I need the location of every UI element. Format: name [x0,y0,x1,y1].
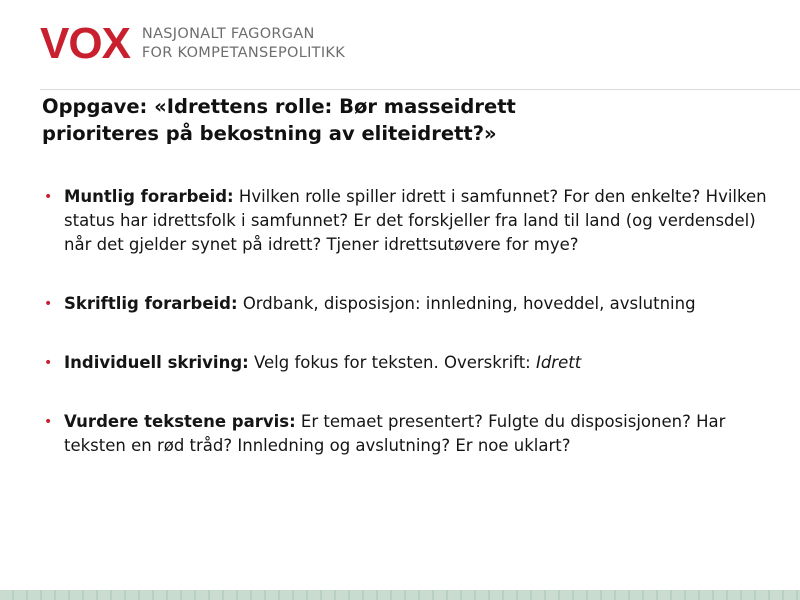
logo-mark: VOX [40,19,130,68]
item-text: Hvilken rolle spiller idrett i samfunnet? For den enkelte? Hvilken status har idrettsfolk i samfunnet? Er det forskjeller fra land til land (og verdensdel) når det gjelder synet på idrett? Tjener idrettsutøvere for mye? [64,187,767,254]
logo-text-line2: FOR KOMPETANSEPOLITIKK [141,45,346,61]
list-item-individuell [44,351,774,375]
list-item-skriftlig [44,292,774,316]
slide-title-line1: Oppgave: «Idrettens rolle: Bør masseidrett [42,95,516,118]
logo-text-line1: NASJONALT FAGORGAN [141,26,315,42]
item-text: Er temaet presentert? Fulgte du disposisjonen? Har teksten en rød tråd? Innledning og avslutning? Er noe uklart? [64,412,726,455]
item-emphasis: Idrett [535,353,582,372]
slide-title [42,93,782,147]
footer-bar [0,590,800,600]
header-divider [40,89,800,90]
bullet-icon: • [44,414,53,430]
item-label: Vurdere tekstene parvis: [64,412,296,431]
vox-logo [40,19,346,68]
item-label: Individuell skriving: [64,353,249,372]
item-text: Ordbank, disposisjon: innledning, hoveddel, avslutning [237,294,696,313]
logo-text [142,25,345,63]
bullet-icon: • [44,296,53,312]
slide-title-line2: prioriteres på bekostning av eliteidrett?» [42,122,497,145]
item-label: Muntlig forarbeid: [64,187,234,206]
item-label: Skriftlig forarbeid: [64,294,238,313]
item-text: Velg fokus for teksten. Overskrift: [248,353,536,372]
bullet-icon: • [44,355,53,371]
task-list [44,185,774,458]
bullet-icon: • [44,189,53,205]
list-item-muntlig [44,185,774,257]
list-item-vurdere [44,410,774,458]
